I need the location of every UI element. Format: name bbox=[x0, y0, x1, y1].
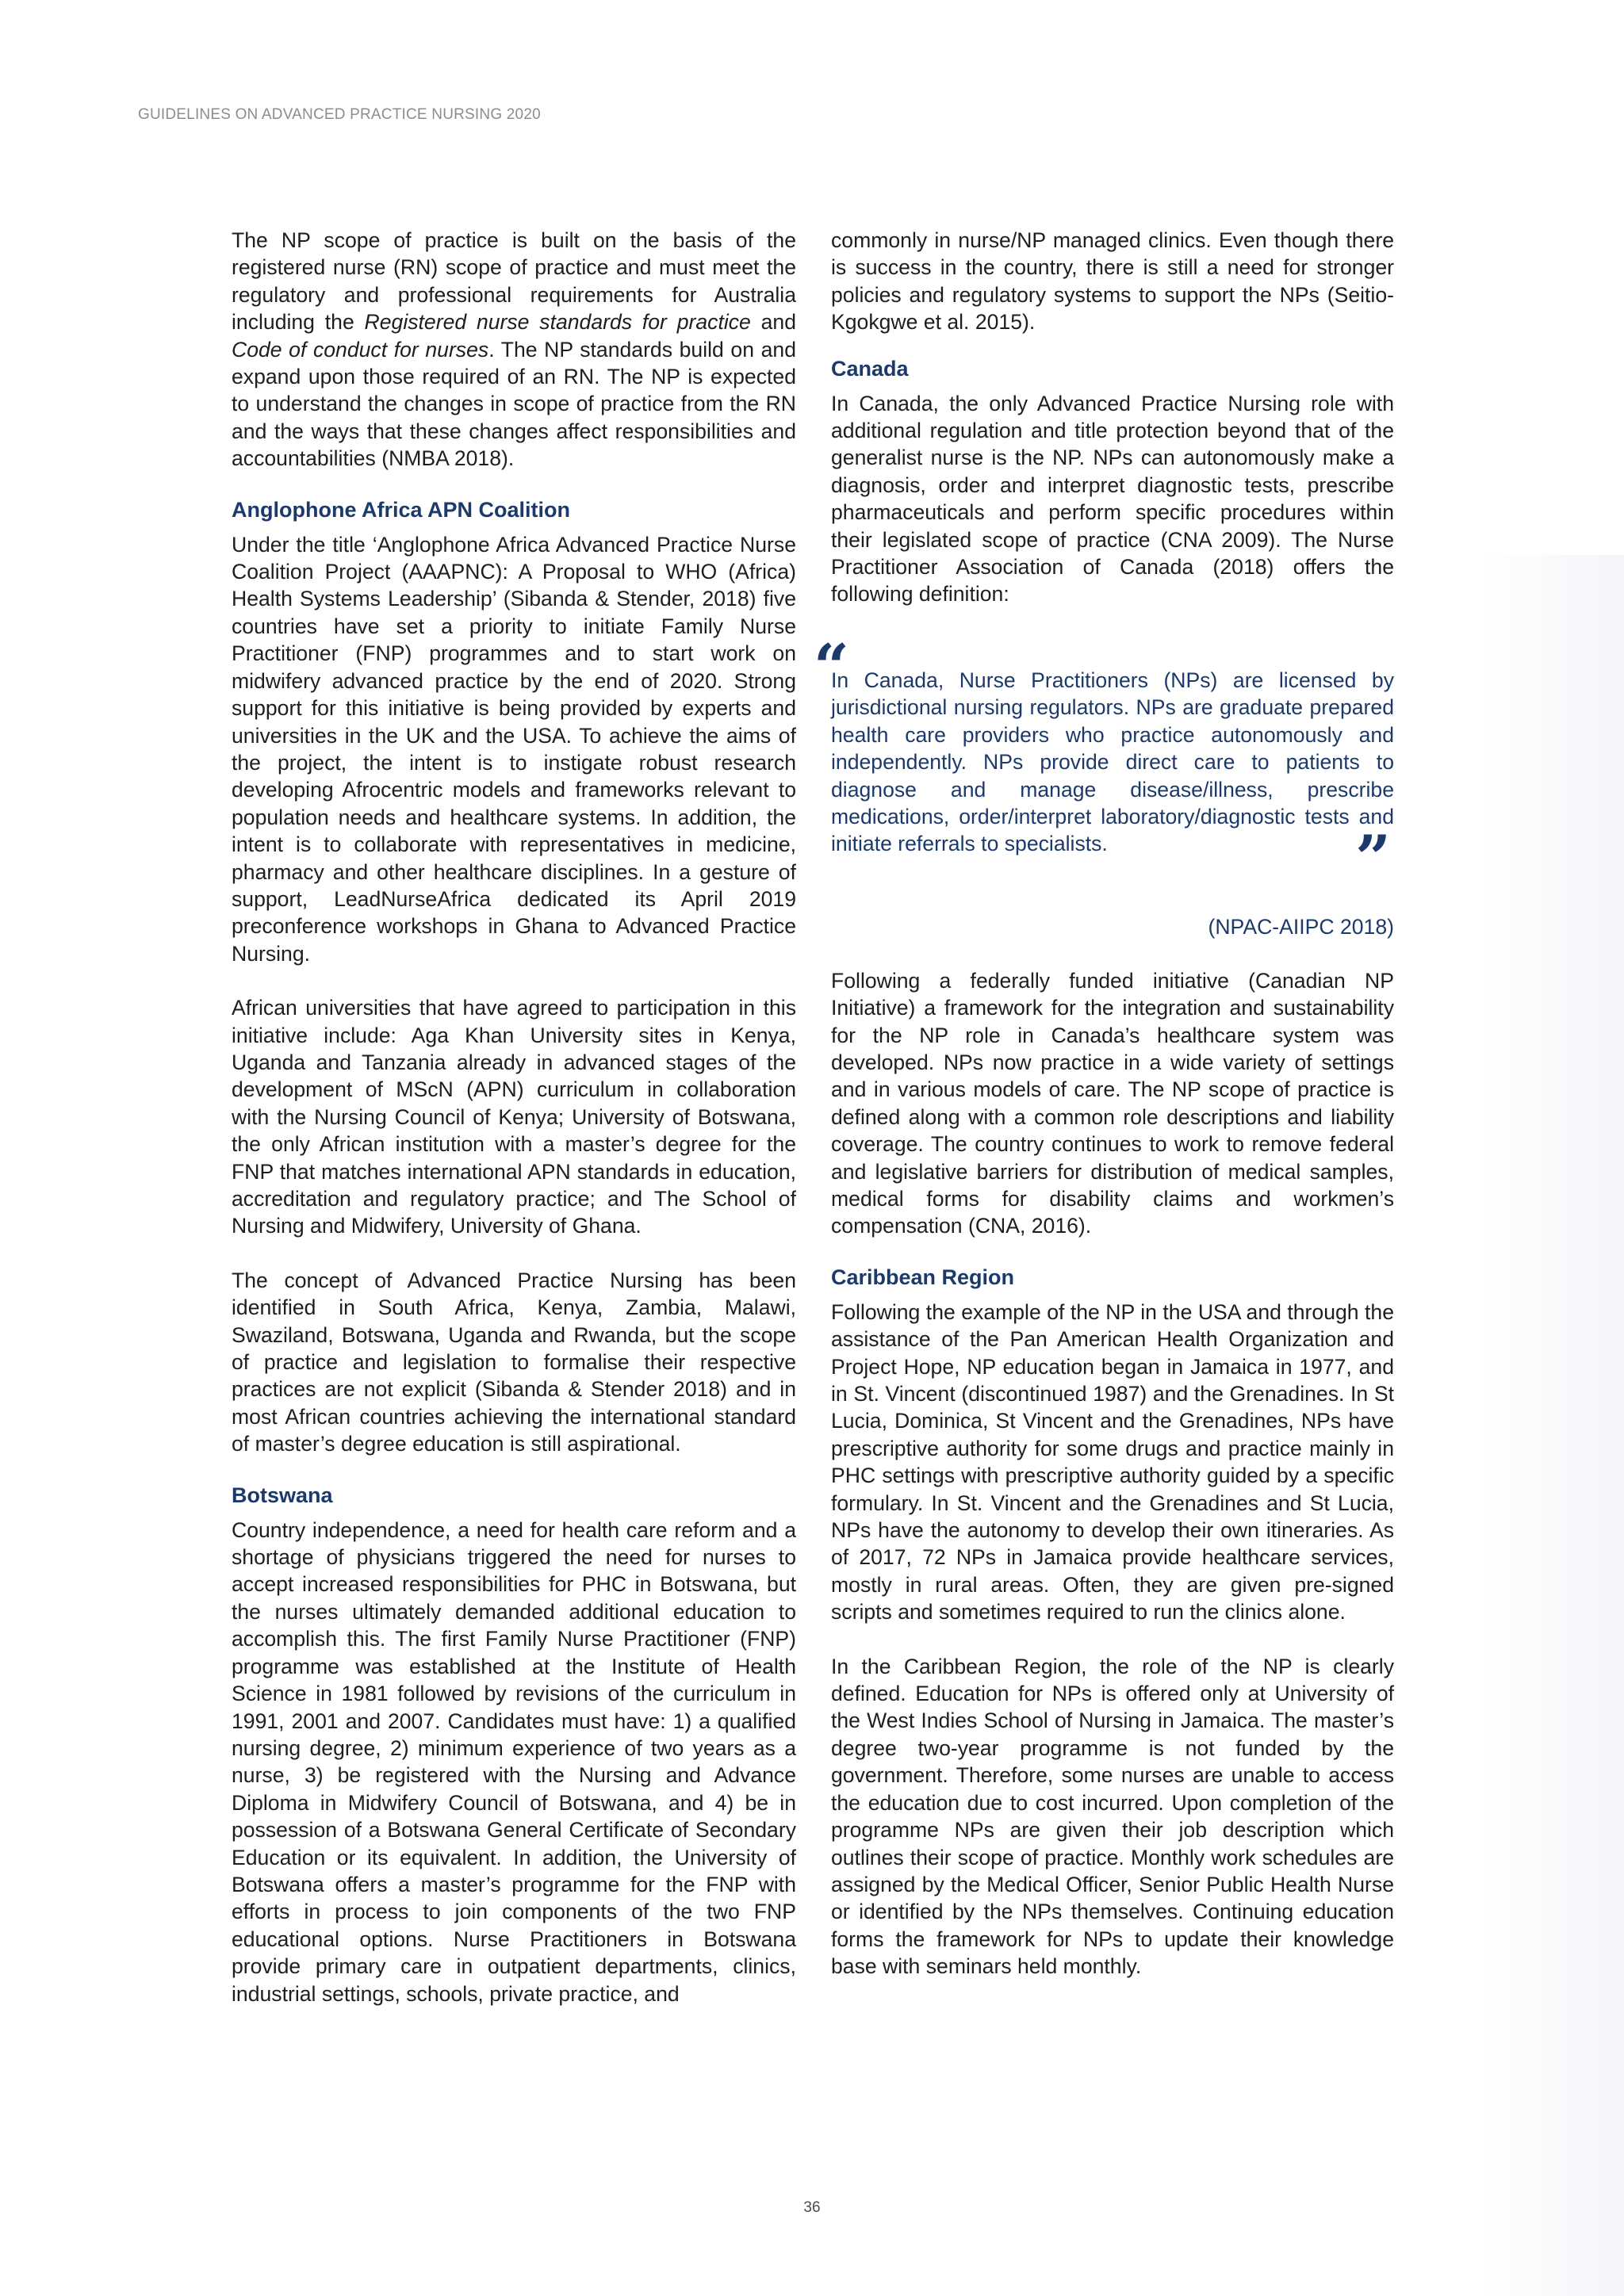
page-number: 36 bbox=[803, 2199, 821, 2216]
paragraph-canada: In Canada, the only Advanced Practice Nursing role with additional regulation and title protection beyond that of the generalist nurse is the NP. NPs can autonomously make a diagnosis, order and interpret diagnostic tests, prescribe pharmaceuticals and perform specific procedures within their legislated scope of practice (CNA 2009). The Nurse Practitioner Association of Canada (2018) offers the following definition: bbox=[831, 391, 1394, 607]
paragraph-botswana-continued: commonly in nurse/NP managed clinics. Even though there is success in the country, there is still a need for stronger policies and regulatory systems to support the NPs (Seitio-Kgokgwe et al. 2015). bbox=[831, 228, 1394, 335]
open-quote-icon: “ bbox=[814, 630, 849, 703]
paragraph-botswana: Country independence, a need for health care reform and a shortage of physicians triggered the need for nurses to accept increased responsibilities for PHC in Botswana, but the nurses ultimately demanded additional education to accomplish this. The first Family Nurse Practitioner (FNP) programme was established at the Institute of Health Science in 1981 followed by revisions of the curriculum in 1991, 2001 and 2007. Candidates must have: 1) a qualified nursing degree, 2) minimum experience of two years as a nurse, 3) be registered with the Nursing and Advance Diploma in Midwifery Council of Botswana, and 4) be in possession of a Botswana General Certificate of Secondary Education or its equivalent. In addition, the University of Botswana offers a master’s programme for the FNP with efforts in process to join components of the two FNP educational options. Nurse Practitioners in Botswana provide primary care in outpatient departments, clinics, industrial settings, schools, private practice, and bbox=[232, 1517, 796, 2006]
right-column bbox=[814, 227, 1394, 1980]
page-edge-shading bbox=[1481, 555, 1624, 2296]
npac-definition-quote bbox=[814, 630, 1394, 894]
heading-canada: Canada bbox=[831, 356, 909, 381]
paragraph-caribbean-history: Following the example of the NP in the USA and through the assistance of the Pan American Health Organization and Project Hope, NP education began in Jamaica in 1977, and in St. Vincent (discontinued 1987) and the Grenadines. In St Lucia, Dominica, St Vincent and the Grenadines, NPs have prescriptive authority for some drugs and practice mainly in PHC settings with prescriptive authority guided by a specific formulary. In St. Vincent and the Grenadines and St Lucia, NPs have the autonomy to develop their own itineraries. As of 2017, 72 NPs in Jamaica provide healthcare services, mostly in rural areas. Often, they are given pre-signed scripts and sometimes required to run the clinics alone. bbox=[831, 1299, 1394, 1624]
quote-text: In Canada, Nurse Practitioners (NPs) are licensed by jurisdictional nursing regulators. NPs are graduate prepared health care providers who practice autonomously and independently. NPs provide direct care to patients to diagnose and manage disease/illness, prescribe medications, order/interpret laboratory/diagnostic tests and initiate referrals to specialists. bbox=[831, 668, 1394, 856]
paragraph-np-scope: The NP scope of practice is built on the basis of the registered nurse (RN) scope of practice and must meet the regulatory and professional requirements for Australia including the Registered nurse standards for practice and Code of conduct for nurses. The NP standards build on and expand upon those required of an RN. The NP is expected to understand the changes in scope of practice from the RN and the ways that these changes affect responsibilities and accountabilities (NMBA 2018). bbox=[232, 228, 797, 471]
heading-botswana: Botswana bbox=[232, 1483, 333, 1507]
close-quote-icon: ” bbox=[1355, 821, 1391, 894]
code-title: Code of conduct for nurses bbox=[232, 337, 489, 362]
paragraph-canadian-np-initiative: Following a federally funded initiative (Canadian NP Initiative) a framework for the integration and sustainability for the NP role in Canada’s healthcare system was developed. NPs now practice in a wide variety of settings and in various models of care. The NP scope of practice is defined along with a common role descriptions and liability coverage. The country continues to work to remove federal and legislative barriers for distribution of medical samples, medical forms for disability claims and workmen’s compensation (CNA, 2016). bbox=[831, 968, 1394, 1238]
paragraph-african-universities: African universities that have agreed to participation in this initiative include: Aga Khan University sites in Kenya, Uganda and Tanzania already in advanced stages of the development of MScN (APN) curriculum in collaboration with the Nursing Council of Kenya; University of Botswana, the only African institution with a master’s degree for the FNP that matches international APN standards in education, accreditation and regulatory practice; and The School of Nursing and Midwifery, University of Ghana. bbox=[232, 996, 796, 1238]
quote-citation: (NPAC-AIIPC 2018) bbox=[1208, 914, 1394, 939]
running-header: GUIDELINES ON ADVANCED PRACTICE NURSING 2020 bbox=[138, 106, 541, 123]
standards-title: Registered nurse standards for practice bbox=[364, 310, 751, 335]
heading-caribbean-region: Caribbean Region bbox=[831, 1265, 1015, 1289]
left-column bbox=[232, 227, 796, 2007]
paragraph-aaapnc: Under the title ‘Anglophone Africa Advanced Practice Nurse Coalition Project (AAAPNC): A Proposal to WHO (Africa) Health Systems Leadership’ (Sibanda & Stender, 2018) five countries have set a priority to initiate Family Nurse Practitioner (FNP) programmes and to start work on midwifery advanced practice by the end of 2020. Strong support for this initiative is being provided by experts and universities in the UK and the USA. To achieve the aims of the project, the intent is to instigate robust research developing Afrocentric models and frameworks relevant to population needs and healthcare systems. In addition, the intent is to collaborate with representatives in medicine, pharmacy and other healthcare disciplines. In a gesture of support, LeadNurseAfrica dedicated its April 2019 preconference workshops in Ghana to Advanced Practice Nursing. bbox=[232, 532, 796, 966]
paragraph-caribbean-role: In the Caribbean Region, the role of the NP is clearly defined. Education for NPs is offered only at University of the West Indies School of Nursing in Jamaica. The master’s degree two-year programme is not funded by the government. Therefore, some nurses are unable to access the education due to cost incurred. Upon completion of the programme NPs are given their job description which outlines their scope of practice. Monthly work schedules are assigned by the Medical Officer, Senior Public Health Nurse or identified by the NPs themselves. Continuing education forms the framework for NPs to update their knowledge base with seminars held monthly. bbox=[831, 1654, 1394, 1979]
heading-anglophone-africa: Anglophone Africa APN Coalition bbox=[232, 497, 570, 522]
paragraph-apn-concept-africa: The concept of Advanced Practice Nursing has been identified in South Africa, Kenya, Zambia, Malawi, Swaziland, Botswana, Uganda and Rwanda, but the scope of practice and legislation to formalise their respective practices are not explicit (Sibanda & Stender 2018) and in most African countries achieving the international standard of master’s degree education is still aspirational. bbox=[232, 1268, 796, 1456]
